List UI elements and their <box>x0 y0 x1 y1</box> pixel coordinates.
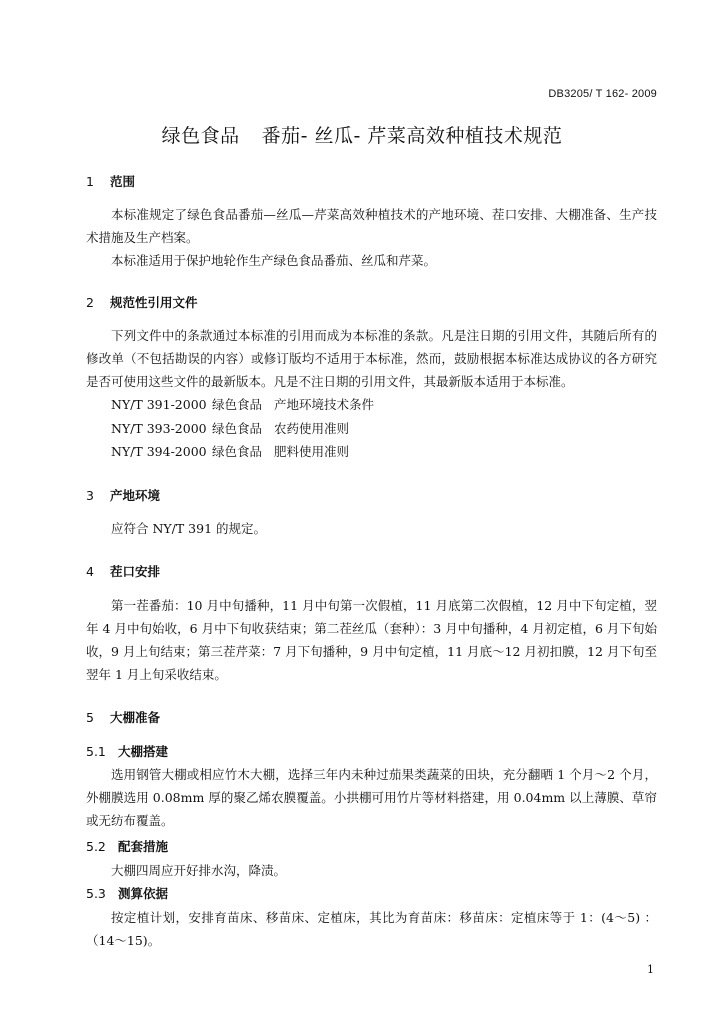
paragraph: 本标准规定了绿色食品番茄—丝瓜—芹菜高效种植技术的产地环境、茬口安排、大棚准备、生产技术措施及生产档案。 <box>86 207 657 245</box>
paragraph: 下列文件中的条款通过本标准的引用而成为本标准的条款。凡是注日期的引用文件，其随后所有的修改单（不包括勘误的内容）或修订版均不适用于本标准，然而，鼓励根据本标准达成协议的各方研究是否可使用这些文件的最新版本。凡是不注日期的引用文件，其最新版本适用于本标准。 <box>86 328 657 389</box>
section-4-heading: 4 茬口安排 <box>86 564 161 579</box>
reference-item: NY/T 393-2000 绿色食品 农药使用准则 <box>111 420 350 436</box>
section-2-heading: 2 规范性引用文件 <box>86 295 198 310</box>
section-5-2-heading: 5.2 配套措施 <box>86 839 169 854</box>
section-5-3-body <box>86 906 657 952</box>
title-part-1: 绿色食品 <box>161 125 240 147</box>
paragraph: 应符合 NY/T 391 的规定。 <box>111 521 267 536</box>
section-5-heading: 5 大棚准备 <box>86 710 161 725</box>
reference-item: NY/T 394-2000 绿色食品 肥料使用准则 <box>111 444 350 459</box>
paragraph: 本标准适用于保护地轮作生产绿色食品番茄、丝瓜和芹菜。 <box>111 253 437 268</box>
paragraph: 选用钢管大棚或相应竹木大棚，选择三年内未种过茄果类蔬菜的田块，充分翻晒 1 个月～2 个月，外棚膜选用 0.08mm 厚的聚乙烯农膜覆盖。小拱棚可用竹片等材料搭建，用 0.04mm 以上薄膜、草帘或无纺布覆盖。 <box>86 767 657 828</box>
section-5-2-body <box>86 859 657 882</box>
document-title <box>0 121 724 148</box>
paragraph: 按定植计划，安排育苗床、移苗床、定植床，其比为育苗床：移苗床：定植床等于 1：(4～5) ：（14～15)。 <box>86 910 657 948</box>
paragraph: 大棚四周应开好排水沟，降渍。 <box>111 863 287 878</box>
section-1-body <box>86 203 657 272</box>
section-5-1-body <box>86 763 657 832</box>
section-2-body <box>86 324 657 464</box>
section-5-1-heading: 5.1 大棚搭建 <box>86 744 169 759</box>
page-number: 1 <box>647 963 654 976</box>
section-5-3-heading: 5.3 测算依据 <box>86 886 169 901</box>
section-4-body <box>86 594 657 686</box>
standard-code: DB3205/ T 162- 2009 <box>548 88 657 100</box>
section-1-heading: 1 范围 <box>86 174 136 189</box>
section-3-heading: 3 产地环境 <box>86 488 161 503</box>
section-3-body <box>86 517 657 540</box>
title-part-2: 番茄- 丝瓜- 芹菜高效种植技术规范 <box>261 125 563 147</box>
reference-item: NY/T 391-2000 绿色食品 产地环境技术条件 <box>111 397 375 412</box>
paragraph: 第一茬番茄：10 月中旬播种，11 月中旬第一次假植，11 月底第二次假植，12 月中下旬定植，翌年 4 月中旬始收，6 月中下旬收获结束；第二茬丝瓜（套种）：3 月中旬播种，4 月初定植，6 月下旬始收，9 月上旬结束；第三茬芹菜：7 月下旬播种，9 月中旬定植，11 月底～12 月初扣膜，12 月下旬至翌年 1 月上旬采收结束。 <box>86 598 657 682</box>
